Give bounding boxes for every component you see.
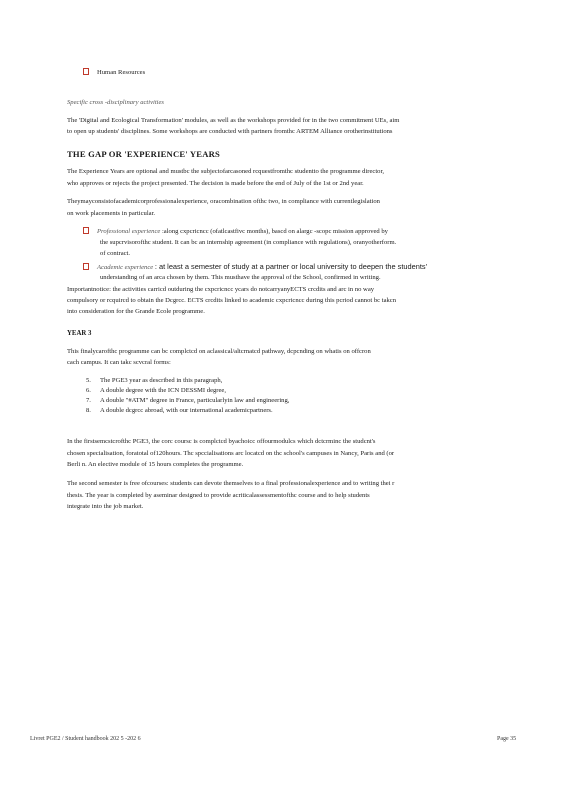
bullet-label: Professional experience — [97, 228, 161, 235]
paragraph-line: integrate into the job market. — [67, 503, 144, 510]
paragraph-line: The 'Digital and Ecological Transformation' modules, as well as the workshops provided for in the two commitment UEs, aim — [67, 117, 400, 124]
bullet-square-icon — [83, 227, 89, 234]
list-text: A double degree with the ICN DESSMI degree, — [100, 387, 226, 394]
paragraph-line: into consideration for the Grande Ecole programme. — [67, 308, 205, 315]
paragraph-line: Berli n. An elective module of 15 hours completes the programme. — [67, 461, 244, 468]
bullet-text: Human Resources — [97, 69, 146, 76]
paragraph-line: The second semester is free ofcourses: students can devote themselves to a final professionalexperience and to writing thei r — [67, 480, 395, 487]
paragraph-line: understanding of an arca chosen by them. This musthave the approval of the School, confirmed in writing. — [100, 274, 381, 281]
paragraph-line: In the firstsemcstcrofthc PGE3, the corc coursc is complctcd byachoicc offourmodulcs which dctcrminc the studcnt's — [67, 438, 376, 445]
bullet-human-resources — [83, 67, 145, 78]
list-text: A double "#ATM" degree in France, particularlyin law and engineering, — [100, 397, 290, 404]
bullet-professional-experience — [83, 226, 503, 237]
paragraph-line: thesis. The year is completed by aseminar designed to provide acriticalassessmentofthc course and to help students — [67, 492, 370, 499]
paragraph-line: compulsory or rcquircd to obtain the Dcgrcc. ECTS crcdits linked to academic cxpcricncc during this pcriod cannot bc takcn — [67, 297, 397, 304]
heading-year-3: YEAR 3 — [67, 330, 92, 337]
paragraph-line: to open up students' disciplines. Some workshops are conducted with partners fromthc ARTEM Alliance orotherinstitutions — [67, 128, 393, 135]
footer-handbook: Livret PGE2 / Student handbook 202 5 -202 6 — [30, 736, 141, 742]
paragraph-line: Theymayconsistofacademicorprofessionalexperience, oracombination ofthc two, in compliance with currentlegislation — [67, 198, 380, 205]
list-item — [86, 386, 226, 396]
section-specific-title: Specific cross -disciplinary activities — [67, 99, 164, 106]
paragraph-line: Importantnotice: the activities carricd outduring the cxpcricncc ycars do notcarryanyECTS crcdits and arc in no way — [67, 286, 375, 293]
paragraph-line: the supcrvisorofthc student. It can bc an internship agreement (in compliance with regulations), oranyotherform. — [100, 239, 397, 246]
list-number: 7. — [86, 397, 91, 404]
list-text: The PGE3 year as described in this paragraph, — [100, 377, 223, 384]
paragraph-line: who approves or rejects the project presented. The decision is made before the end of July of the 1st or 2nd year. — [67, 180, 364, 187]
paragraph-line: chosen specialisation, foratotal of120hours. Thc spccialisations arc locatcd on thc school's campuses in Nancy, Paris and (or — [67, 450, 395, 457]
heading-gap-years: THE GAP OR 'EXPERIENCE' YEARS — [67, 149, 221, 159]
paragraph-line: of contract. — [100, 250, 131, 257]
list-item — [86, 376, 222, 386]
list-number: 6. — [86, 387, 91, 394]
bullet-text: : at least a semester of study at a partner or local university to deepen the students' — [154, 262, 427, 271]
list-item — [86, 396, 289, 406]
bullet-label: Academic experience — [97, 264, 154, 271]
footer-page-number: Page 35 — [497, 736, 517, 742]
list-item — [86, 406, 273, 416]
paragraph-line: The Experience Years are optional and mustbc the subjectofarcasoned rcquestfromthc studentto the programme director, — [67, 168, 385, 175]
list-text: A double dcgrcc abroad, with our international academicpartners. — [100, 407, 273, 414]
list-number: 8. — [86, 407, 91, 414]
bullet-square-icon — [83, 263, 89, 270]
bullet-text: :along cxpcricncc (ofatlcastfivc months), bascd on alargc -scopc mission approved by — [161, 228, 388, 235]
paragraph-line: on work placements in particular. — [67, 210, 156, 217]
list-number: 5. — [86, 377, 91, 384]
bullet-square-icon — [83, 68, 89, 75]
paragraph-line: This finalycarofthc programme can bc complctcd on aclassical/altcrnatcd pathway, dcpcnding on whatis on offcron — [67, 348, 371, 355]
paragraph-line: cach campus. It can takc scvcral forms: — [67, 359, 171, 366]
